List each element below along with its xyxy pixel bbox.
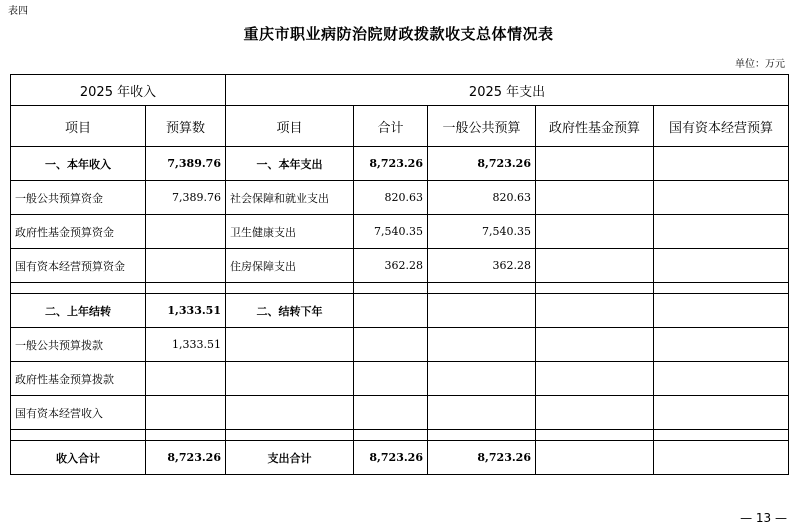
header-row-groups — [11, 75, 789, 106]
budget-table — [10, 74, 789, 475]
col-header-general-budget: 一般公共预算 — [428, 106, 536, 147]
table-row — [11, 362, 789, 396]
col-header-budget: 预算数 — [146, 106, 226, 147]
col-header-expense-item: 项目 — [226, 106, 354, 147]
income-item: 国有资本经营预算资金 — [11, 249, 146, 283]
expense-general — [428, 294, 536, 328]
header-row-columns — [11, 106, 789, 147]
expense-capital — [654, 294, 789, 328]
col-header-fund-budget: 政府性基金预算 — [536, 106, 654, 147]
table-row-total — [11, 441, 789, 475]
expense-fund — [536, 181, 654, 215]
expense-item — [226, 396, 354, 430]
expense-total: 8,723.26 — [354, 147, 428, 181]
expense-general: 820.63 — [428, 181, 536, 215]
expense-general: 8,723.26 — [428, 147, 536, 181]
income-amount: 7,389.76 — [146, 181, 226, 215]
income-amount: 1,333.51 — [146, 294, 226, 328]
expense-total — [354, 328, 428, 362]
income-item: 二、上年结转 — [11, 294, 146, 328]
expense-fund — [536, 396, 654, 430]
income-amount: 1,333.51 — [146, 328, 226, 362]
expense-capital — [654, 328, 789, 362]
expense-general — [428, 328, 536, 362]
table-row — [11, 249, 789, 283]
expense-general: 7,540.35 — [428, 215, 536, 249]
income-amount — [146, 249, 226, 283]
income-amount — [146, 362, 226, 396]
income-total-label: 收入合计 — [11, 441, 146, 475]
income-item: 国有资本经营收入 — [11, 396, 146, 430]
expense-total: 8,723.26 — [354, 441, 428, 475]
col-header-state-capital-budget: 国有资本经营预算 — [654, 106, 789, 147]
expense-item: 二、结转下年 — [226, 294, 354, 328]
expense-fund — [536, 147, 654, 181]
expense-total — [354, 294, 428, 328]
expense-total: 362.28 — [354, 249, 428, 283]
col-header-income-item: 项目 — [11, 106, 146, 147]
table-row — [11, 396, 789, 430]
expense-total — [354, 396, 428, 430]
income-item: 一般公共预算拨款 — [11, 328, 146, 362]
income-total-amount: 8,723.26 — [146, 441, 226, 475]
expense-item — [226, 362, 354, 396]
table-row — [11, 328, 789, 362]
expense-capital — [654, 215, 789, 249]
income-item: 一、本年收入 — [11, 147, 146, 181]
income-item: 政府性基金预算资金 — [11, 215, 146, 249]
expense-general: 8,723.26 — [428, 441, 536, 475]
table-row-blank — [11, 283, 789, 294]
expense-general — [428, 362, 536, 396]
income-group-header: 2025 年收入 — [11, 75, 226, 106]
expense-item: 社会保障和就业支出 — [226, 181, 354, 215]
table-row — [11, 215, 789, 249]
expense-fund — [536, 249, 654, 283]
expense-capital — [654, 181, 789, 215]
expense-general — [428, 396, 536, 430]
expense-capital — [654, 147, 789, 181]
expense-total-label: 支出合计 — [226, 441, 354, 475]
expense-fund — [536, 294, 654, 328]
income-amount — [146, 215, 226, 249]
expense-general: 362.28 — [428, 249, 536, 283]
expense-fund — [536, 215, 654, 249]
expense-fund — [536, 441, 654, 475]
expense-capital — [654, 249, 789, 283]
expense-capital — [654, 441, 789, 475]
expense-item — [226, 328, 354, 362]
expense-total: 7,540.35 — [354, 215, 428, 249]
table-row — [11, 147, 789, 181]
expense-total — [354, 362, 428, 396]
expense-total: 820.63 — [354, 181, 428, 215]
expense-item: 住房保障支出 — [226, 249, 354, 283]
table-row-blank — [11, 430, 789, 441]
expense-capital — [654, 396, 789, 430]
income-item: 一般公共预算资金 — [11, 181, 146, 215]
expense-capital — [654, 362, 789, 396]
expense-fund — [536, 328, 654, 362]
table-tag: 表四 — [8, 6, 28, 17]
expense-item: 一、本年支出 — [226, 147, 354, 181]
income-amount — [146, 396, 226, 430]
income-item: 政府性基金预算拨款 — [11, 362, 146, 396]
col-header-total: 合计 — [354, 106, 428, 147]
expense-item: 卫生健康支出 — [226, 215, 354, 249]
table-row — [11, 294, 789, 328]
unit-label: 单位：万元 — [735, 59, 785, 70]
expense-group-header: 2025 年支出 — [226, 75, 789, 106]
page-number: — 13 — — [740, 511, 787, 525]
table-row — [11, 181, 789, 215]
expense-fund — [536, 362, 654, 396]
page-title: 重庆市职业病防治院财政拨款收支总体情况表 — [243, 25, 554, 43]
income-amount: 7,389.76 — [146, 147, 226, 181]
